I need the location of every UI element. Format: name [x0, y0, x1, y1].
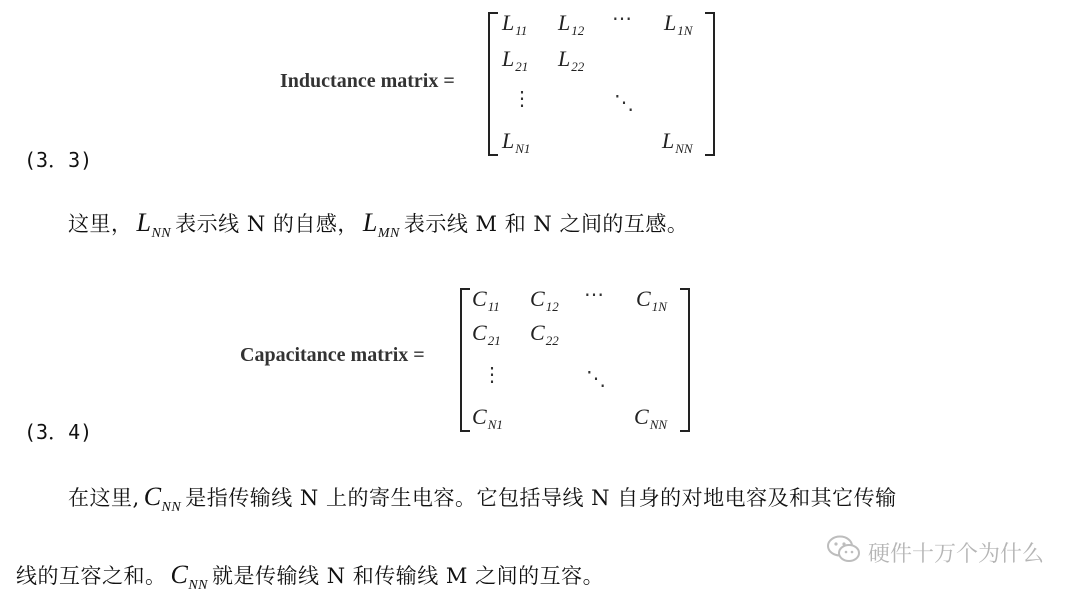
paragraph-capacitance — [68, 482, 897, 516]
matrix-entry-ln1: $L_{N1}$ — [502, 128, 531, 156]
paragraph-mutual-capacitance — [16, 560, 604, 594]
matrix-entry-l22: $L_{22}$ — [558, 46, 585, 74]
matrix-entry-cnn: $C_{NN}$ — [634, 404, 668, 432]
matrix-entry-c21: $C_{21}$ — [472, 320, 501, 348]
left-bracket — [460, 288, 470, 432]
horizontal-ellipsis: ⋯ — [584, 282, 604, 306]
variable-lnn: $L_{NN}$ — [136, 208, 172, 241]
vertical-ellipsis: ⋮ — [482, 362, 502, 386]
left-bracket — [488, 12, 498, 156]
matrix-entry-l12: $L_{12}$ — [558, 10, 585, 38]
diagonal-ellipsis: ⋱ — [586, 366, 606, 390]
equation-number-3-3: (3．3) — [24, 148, 93, 172]
inductance-matrix-label: Inductance matrix = — [280, 70, 455, 92]
capacitance-matrix-label: Capacitance matrix = — [240, 344, 425, 366]
variable-cnn: $C_{NN}$ — [143, 482, 182, 515]
matrix-entry-c1n: $C_{1N}$ — [636, 286, 667, 314]
variable-lmn: $L_{MN}$ — [362, 208, 400, 241]
paragraph-text: 在这里, — [68, 486, 140, 510]
matrix-entry-l1n: $L_{1N}$ — [664, 10, 693, 38]
matrix-entry-cn1: $C_{N1}$ — [472, 404, 503, 432]
paragraph-text: 是指传输线 N 上的寄生电容。它包括导线 N 自身的对地电容及和其它传输 — [185, 486, 897, 510]
matrix-entry-l11: $L_{11}$ — [502, 10, 528, 38]
horizontal-ellipsis: ⋯ — [612, 6, 632, 30]
right-bracket — [705, 12, 715, 156]
paragraph-text: 表示线 M 和 N 之间的互感。 — [403, 212, 689, 236]
matrix-entry-c11: $C_{11}$ — [472, 286, 500, 314]
matrix-entry-c12: $C_{12}$ — [530, 286, 559, 314]
watermark-text: 硬件十万个为什么 — [867, 541, 1044, 567]
matrix-entry-lnn: $L_{NN}$ — [662, 128, 693, 156]
variable-cnn: $C_{NN}$ — [170, 560, 209, 593]
watermark — [826, 534, 1044, 570]
equation-number-3-4: (3．4) — [24, 420, 93, 444]
paragraph-text: 就是传输线 N 和传输线 M 之间的互容。 — [212, 564, 605, 588]
vertical-ellipsis: ⋮ — [512, 86, 532, 110]
diagonal-ellipsis: ⋱ — [614, 90, 634, 114]
paragraph-inductance — [68, 208, 688, 242]
matrix-entry-l21: $L_{21}$ — [502, 46, 529, 74]
paragraph-text: 线的互容之和。 — [16, 564, 167, 588]
right-bracket — [680, 288, 690, 432]
matrix-entry-c22: $C_{22}$ — [530, 320, 559, 348]
paragraph-text: 表示线 N 的自感， — [175, 212, 359, 236]
wechat-icon — [826, 534, 862, 570]
paragraph-text: 这里， — [68, 212, 133, 236]
